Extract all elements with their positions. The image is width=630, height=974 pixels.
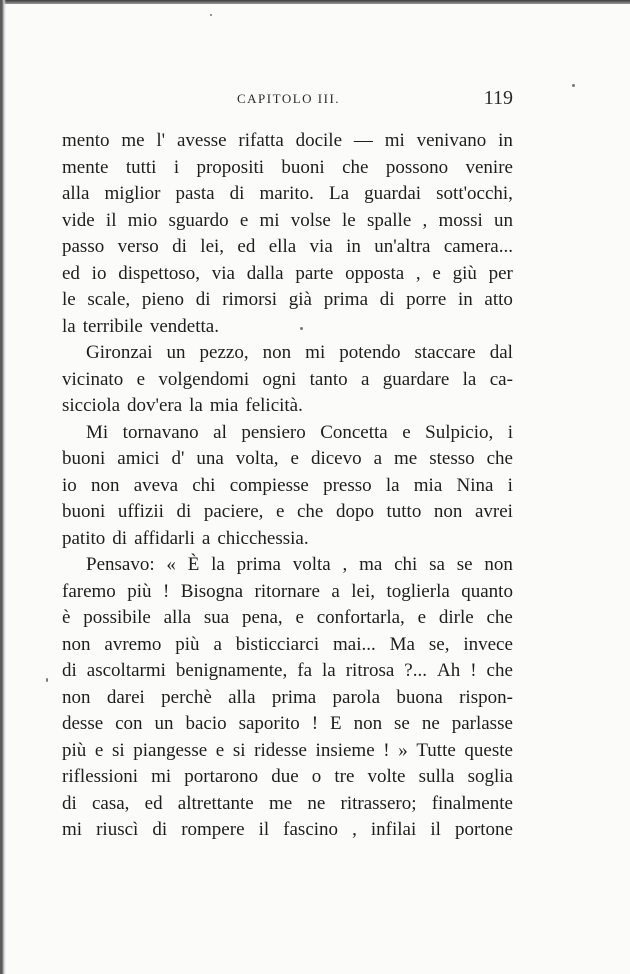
text-line: mento me l' avesse rifatta docile — mi venivano in <box>62 130 513 151</box>
text-line: passo verso di lei, ed ella via in un'altra camera... <box>62 236 513 257</box>
page-top-edge <box>0 0 630 4</box>
text-line: è possibile alla sua pena, e confortarla, e dirle che <box>62 607 513 628</box>
text-line: mi riuscì di rompere il fascino , infilai il portone <box>62 819 513 840</box>
body-text <box>62 128 513 844</box>
paper-speck <box>46 678 48 682</box>
text-line: alla miglior pasta di marito. La guardai sott'occhi, <box>62 183 513 204</box>
text-line: sicciola dov'era la mia felicità. <box>62 395 303 416</box>
text-line: di casa, ed altrettante me ne ritrassero; finalmente <box>62 792 513 814</box>
text-line: la terribile vendetta. <box>62 315 219 337</box>
text-line: Mi tornavano al pensiero Concetta e Sulpicio, i <box>86 421 513 443</box>
text-line: riflessioni mi portarono due o tre volte sulla soglia <box>62 766 513 787</box>
text-line: io non aveva chi compiesse presso la mia Nina i <box>62 474 513 496</box>
text-line: Pensavo: « È la prima volta , ma chi sa se non <box>86 554 513 575</box>
text-line: non darei perchè alla prima parola buona rispon- <box>62 686 513 708</box>
text-line: desse con un bacio saporito ! E non se ne parlasse <box>62 713 513 734</box>
text-line: non avremo più a bisticciarci mai... Ma se, invece <box>62 633 513 655</box>
page-number: 119 <box>483 87 513 109</box>
page-binding-edge <box>0 0 6 974</box>
text-line: vicinato e volgendomi ogni tanto a guardare la ca- <box>62 368 513 390</box>
paper-speck <box>300 327 303 330</box>
page-header <box>62 87 513 113</box>
text-line: Gironzai un pezzo, non mi potendo staccare dal <box>86 342 513 363</box>
text-line: ed io dispettoso, via dalla parte opposta , e giù per <box>62 262 513 284</box>
running-head: CAPITOLO III. <box>237 91 341 106</box>
text-line: le scale, pieno di rimorsi già prima di porre in atto <box>62 289 513 310</box>
text-line: mente tutti i propositi buoni che possono venire <box>62 156 513 178</box>
text-line: patito di affidarli a chicchessia. <box>62 527 309 549</box>
text-line: più e si piangesse e si ridesse insieme ! » Tutte queste <box>62 739 513 761</box>
paper-speck <box>572 84 575 87</box>
text-line: vide il mio sguardo e mi volse le spalle , mossi un <box>62 209 513 231</box>
text-line: di ascoltarmi benignamente, fa la ritrosa ?... Ah ! che <box>62 660 513 681</box>
text-line: faremo più ! Bisogna ritornare a lei, toglierla quanto <box>62 580 513 602</box>
text-line: buoni amici d' una volta, e dicevo a me stesso che <box>62 448 513 469</box>
text-line: buoni uffizii di paciere, e che dopo tutto non avrei <box>62 501 513 522</box>
paper-speck <box>210 14 212 16</box>
